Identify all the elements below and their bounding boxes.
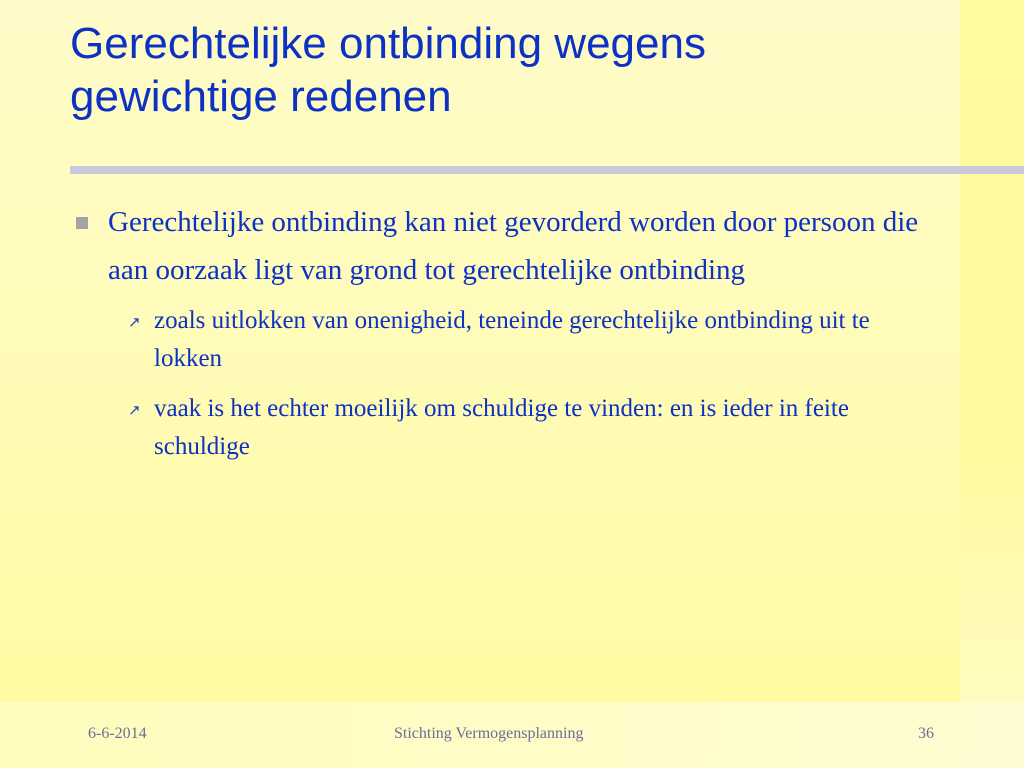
square-bullet-icon (76, 217, 88, 229)
sub-bullet-text: vaak is het echter moeilijk om schuldige te vinden: en is ieder in feite schuldige (154, 395, 849, 460)
arrow-up-right-icon: ↗ (128, 313, 141, 331)
main-bullet-text: Gerechtelijke ontbinding kan niet gevorderd worden door persoon die aan oorzaak ligt van grond tot gerechtelijke ontbinding (108, 206, 919, 286)
title-divider (70, 166, 1024, 174)
arrow-up-right-icon: ↗ (128, 401, 141, 419)
slide-title (70, 18, 950, 124)
sub-bullet-text: zoals uitlokken van onenigheid, teneinde gerechtelijke ontbinding uit te lokken (154, 307, 870, 372)
sub-bullet (128, 390, 940, 466)
sub-bullet-list (128, 302, 940, 466)
slide-title-line-2: gewichtige redenen (70, 71, 452, 121)
slide-title-line-1: Gerechtelijke ontbinding wegens (70, 19, 706, 68)
main-bullet (70, 198, 940, 294)
footer-organization: Stichting Vermogensplanning (394, 725, 584, 742)
slide-content (70, 198, 940, 478)
footer-date: 6-6-2014 (88, 725, 147, 742)
footer-page-number: 36 (918, 725, 934, 742)
sub-bullet (128, 302, 940, 378)
right-decoration-band (960, 0, 1024, 768)
